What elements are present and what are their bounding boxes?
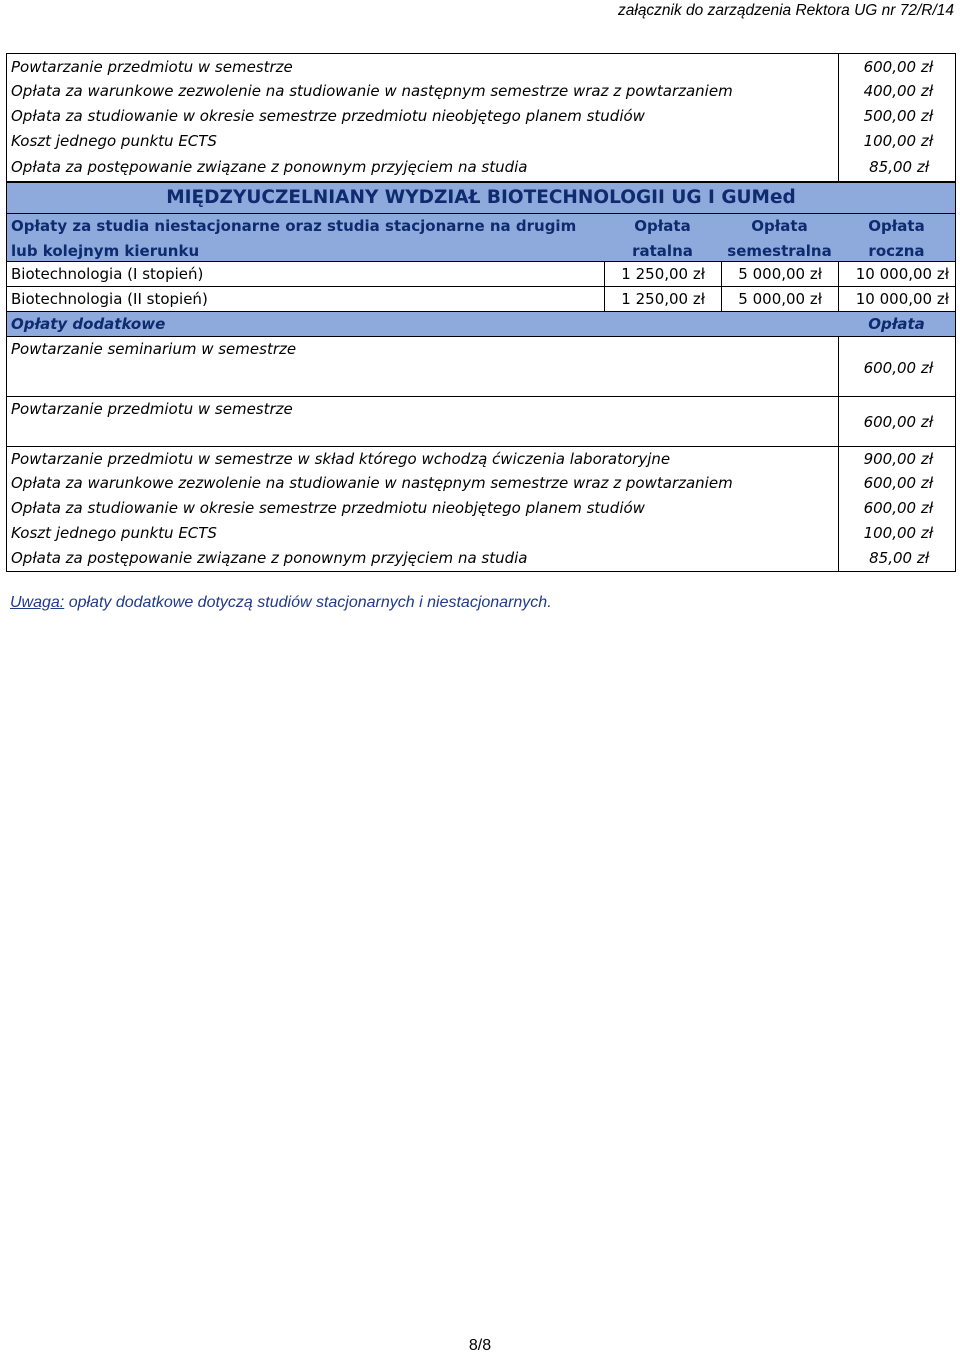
table-row [7,286,955,311]
installment-fee: 1 250,00 zł [604,287,721,311]
table-row [7,154,955,181]
fee-value: 400,00 zł [838,79,955,104]
fee-label: Koszt jednego punktu ECTS [11,524,217,542]
fee-label: Powtarzanie przedmiotu w semestrze w skład którego wchodzą ćwiczenia laboratoryjne [11,450,671,468]
annual-fee-header: Opłata roczna [868,217,925,260]
section-title: MIĘDZYUCZELNIANY WYDZIAŁ BIOTECHNOLOGII UG I GUMed [166,187,796,208]
fee-label: Opłata za warunkowe zezwolenie na studiowanie w następnym semestrze wraz z powtarzaniem [11,474,733,492]
document-header: załącznik do zarządzenia Rektora UG nr 72/R/14 [618,2,954,19]
annual-fee: 10 000,00 zł [838,262,955,286]
program-name: Biotechnologia (I stopień) [11,265,204,283]
extra-fees-header-row [7,311,955,336]
fee-value: 600,00 zł [838,397,955,446]
annual-fee: 10 000,00 zł [838,287,955,311]
semester-fee: 5 000,00 zł [721,287,838,311]
table-row [7,79,955,104]
fee-label: Opłata za postępowanie związane z ponownym przyjęciem na studia [11,158,528,176]
fee-label: Powtarzanie przedmiotu w semestrze [11,400,293,418]
installment-fee-header: Opłata ratalna [632,217,693,260]
table-row [7,104,955,129]
footnote-label: Uwaga: [10,594,65,611]
fee-label: Opłata za studiowanie w okresie semestrze przedmiotu nieobjętego planem studiów [11,499,645,517]
table-row [7,471,955,496]
fee-label: Powtarzanie przedmiotu w semestrze [11,58,293,76]
table-row [7,396,955,446]
table-row [7,546,955,571]
table-row [7,54,955,79]
fee-value: 600,00 zł [838,54,955,79]
fee-label: Powtarzanie seminarium w semestrze [11,340,297,358]
semester-fee-header: Opłata semestralna [727,217,832,260]
faculty-section [6,181,956,572]
program-name: Biotechnologia (II stopień) [11,290,208,308]
fee-value: 85,00 zł [838,546,955,571]
table-row [7,261,955,286]
fee-value: 600,00 zł [838,471,955,496]
fee-label: Opłata za postępowanie związane z ponownym przyjęciem na studia [11,549,528,567]
fee-value: 600,00 zł [838,496,955,521]
fee-label: Koszt jednego punktu ECTS [11,132,217,150]
table-row [7,336,955,396]
installment-fee: 1 250,00 zł [604,262,721,286]
table-row [7,496,955,521]
extra-fees-heading: Opłaty dodatkowe [11,315,166,333]
fee-value: 100,00 zł [838,129,955,154]
section-title-row [7,182,955,213]
table-row [7,446,955,471]
table-row [7,129,955,154]
footnote [10,594,552,612]
extra-fee-column-header: Opłata [868,315,925,333]
fee-value: 85,00 zł [838,154,955,181]
page-number: 8/8 [468,1337,492,1354]
fee-table [6,53,956,572]
top-fee-block [6,53,956,181]
fee-value: 500,00 zł [838,104,955,129]
program-column-header: Opłaty za studia niestacjonarne oraz studia stacjonarne na drugim lub kolejnym kierunku [11,217,577,260]
fee-value: 600,00 zł [838,337,955,396]
footnote-text: opłaty dodatkowe dotyczą studiów stacjonarnych i niestacjonarnych. [68,594,552,611]
table-row [7,521,955,546]
fee-label: Opłata za warunkowe zezwolenie na studiowanie w następnym semestrze wraz z powtarzaniem [11,82,733,100]
column-header-row [7,213,955,261]
fee-label: Opłata za studiowanie w okresie semestrze przedmiotu nieobjętego planem studiów [11,107,645,125]
fee-value: 900,00 zł [838,447,955,471]
fee-value: 100,00 zł [838,521,955,546]
semester-fee: 5 000,00 zł [721,262,838,286]
